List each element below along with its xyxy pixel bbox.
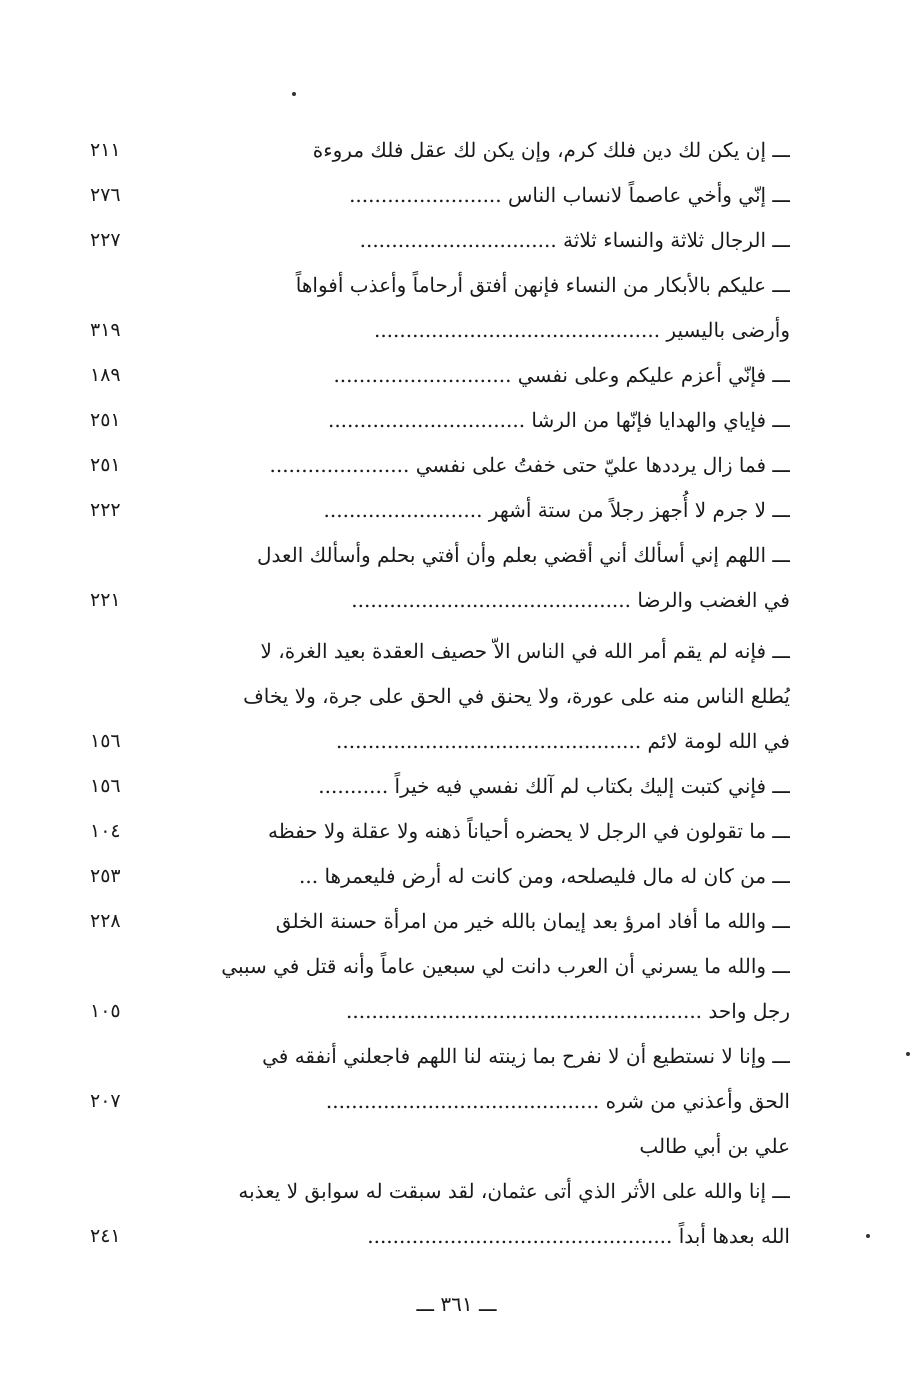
entry-line (90, 488, 790, 533)
entry-text: ـــ فإنه لم يقم أمر الله في الناس الاّ حصيف العقدة بعيد الغرة، لا (260, 639, 790, 663)
entry-line (90, 1079, 790, 1124)
entry-line (90, 443, 790, 488)
speck (906, 1052, 910, 1056)
entry-page-number: ٢٥١ (90, 409, 121, 431)
entry-text: ـــ فإنّي أعزم عليكم وعلى نفسي ............................ (333, 363, 790, 387)
entry-page-number: ٢٥٣ (90, 865, 121, 887)
index-entry (90, 854, 790, 899)
entry-page-number: ٢٠٧ (90, 1090, 121, 1112)
index-entries (90, 128, 790, 1259)
index-entry (90, 629, 790, 764)
entry-page-number: ٣١٩ (90, 319, 121, 341)
entry-text: ـــ لا جرم لا أُجهز رجلاً من ستة أشهر ......................... (323, 498, 790, 522)
entry-text: ـــ فإني كتبت إليك بكتاب لم آلك نفسي فيه خيراً ........... (318, 774, 790, 798)
entry-page-number: ١٥٦ (90, 730, 121, 752)
entry-line (90, 1124, 790, 1169)
entry-page-number: ٢١١ (90, 139, 121, 161)
index-entry (90, 809, 790, 854)
entry-line (90, 263, 790, 308)
entry-line (90, 218, 790, 263)
entry-line (90, 944, 790, 989)
entry-line (90, 128, 790, 173)
entry-text: ـــ الرجال ثلاثة والنساء ثلاثة ............................... (359, 228, 790, 252)
entry-line (90, 899, 790, 944)
entry-page-number: ٢٥١ (90, 454, 121, 476)
entry-text: ـــ والله ما أفاد امرؤ بعد إيمان بالله خير من امرأة حسنة الخلق (275, 909, 790, 933)
entry-text: ـــ فإياي والهدايا فإنّها من الرشا ............................... (327, 408, 790, 432)
speck (292, 92, 296, 96)
entry-page-number: ٢٢١ (90, 589, 121, 611)
speck (866, 1234, 870, 1238)
entry-line (90, 1034, 790, 1079)
entry-line (90, 533, 790, 578)
entry-line (90, 308, 790, 353)
entry-line (90, 854, 790, 899)
entry-page-number: ٢٢٧ (90, 229, 121, 251)
entry-text: ـــ ما تقولون في الرجل لا يحضره أحياناً ذهنه ولا عقلة ولا حفظه (267, 819, 790, 843)
entry-line (90, 764, 790, 809)
index-entry (90, 764, 790, 809)
index-entry (90, 263, 790, 353)
entry-text: ـــ إنا والله على الأثر الذي أتى عثمان، لقد سبقت له سوابق لا يعذبه (238, 1179, 790, 1203)
entry-text: ـــ وإنا لا نستطيع أن لا نفرح بما زينته لنا اللهم فاجعلني أنفقه في (262, 1044, 790, 1068)
entry-text: علي بن أبي طالب (639, 1134, 790, 1158)
entry-page-number: ١٥٦ (90, 775, 121, 797)
index-entry (90, 1034, 790, 1124)
entry-text: ـــ عليكم بالأبكار من النساء فإنهن أفتق أرحاماً وأعذب أفواهاً (295, 273, 790, 297)
index-entry (90, 443, 790, 488)
index-entry (90, 1169, 790, 1259)
entry-text: ـــ من كان له مال فليصلحه، ومن كانت له أرض فليعمرها ... (299, 864, 790, 888)
entry-text: الحق وأعذني من شره ........................................... (325, 1089, 790, 1113)
entry-line (90, 578, 790, 623)
index-entry (90, 899, 790, 944)
entry-text: ـــ إنّي وأخي عاصماً لانساب الناس ........................ (349, 183, 790, 207)
entry-text: الله بعدها أبداً ................................................ (367, 1224, 790, 1248)
entry-line (90, 398, 790, 443)
entry-line (90, 173, 790, 218)
entry-line (90, 1214, 790, 1259)
entry-text: ـــ اللهم إني أسألك أني أقضي بعلم وأن أفتي بحلم وأسألك العدل (256, 543, 790, 567)
entry-page-number: ٢٢٨ (90, 910, 121, 932)
index-entry (90, 128, 790, 173)
entry-text: في الغضب والرضا ............................................ (351, 588, 790, 612)
entry-page-number: ٢٧٦ (90, 184, 121, 206)
entry-text: ـــ إن يكن لك دين فلك كرم، وإن يكن لك عقل فلك مروءة (312, 138, 790, 162)
entry-line (90, 629, 790, 674)
entry-text: وأرضى باليسير ............................................. (373, 318, 790, 342)
entry-page-number: ٢٤١ (90, 1225, 121, 1247)
index-entry (90, 1124, 790, 1169)
index-entry (90, 944, 790, 1034)
entry-line (90, 989, 790, 1034)
index-entry (90, 173, 790, 218)
entry-line (90, 353, 790, 398)
entry-page-number: ١٨٩ (90, 364, 121, 386)
page-number: ـــ ٣٦١ ـــ (416, 1292, 497, 1316)
entry-text: يُطلع الناس منه على عورة، ولا يحنق في الحق على جرة، ولا يخاف (243, 684, 790, 708)
entry-text: رجل واحد ........................................................ (346, 999, 790, 1023)
index-entry (90, 398, 790, 443)
index-entry (90, 353, 790, 398)
entry-line (90, 1169, 790, 1214)
entry-page-number: ١٠٤ (90, 820, 121, 842)
entry-line (90, 809, 790, 854)
entry-text: في الله لومة لائم ................................................ (336, 729, 790, 753)
entry-text: ـــ والله ما يسرني أن العرب دانت لي سبعين عاماً وأنه قتل في سببي (221, 954, 790, 978)
entry-page-number: ١٠٥ (90, 1000, 121, 1022)
entry-line (90, 719, 790, 764)
index-entry (90, 533, 790, 623)
index-entry (90, 488, 790, 533)
index-entry (90, 218, 790, 263)
entry-page-number: ٢٢٢ (90, 499, 121, 521)
entry-text: ـــ فما زال يرددها عليّ حتى خفتُ على نفسي ...................... (269, 453, 790, 477)
entry-line (90, 674, 790, 719)
